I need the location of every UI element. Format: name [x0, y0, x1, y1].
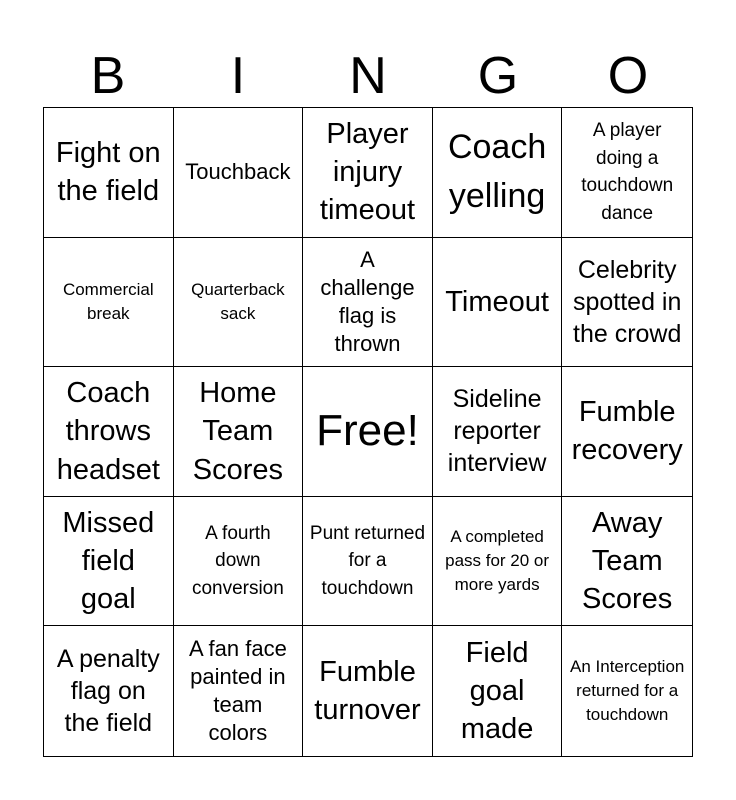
bingo-cell[interactable]: [303, 108, 433, 238]
cell-label: Commercial break: [62, 279, 154, 323]
cell-label: Coach throws headset: [56, 377, 160, 486]
bingo-cell[interactable]: [44, 626, 174, 756]
cell-label: A player doing a touchdown dance: [581, 120, 674, 224]
bingo-cell[interactable]: [303, 238, 433, 368]
cell-label: Fight on the field: [55, 137, 161, 208]
cell-label: Missed field goal: [62, 506, 155, 616]
cell-label: Player injury timeout: [319, 117, 416, 227]
bingo-cell[interactable]: [174, 108, 304, 238]
cell-label: Quarterback sack: [191, 279, 285, 323]
bingo-cell[interactable]: [562, 367, 692, 497]
header-letter-b: B: [90, 47, 126, 105]
cell-label: Timeout: [445, 285, 549, 318]
bingo-cell[interactable]: [433, 238, 563, 368]
bingo-cell[interactable]: [303, 626, 433, 756]
bingo-cell[interactable]: [174, 626, 304, 756]
cell-label: A challenge flag is thrown: [320, 246, 415, 357]
header-letter-n: N: [349, 47, 387, 105]
bingo-cell[interactable]: [174, 497, 304, 627]
cell-label: Coach yelling: [447, 128, 547, 216]
cell-label: Home Team Scores: [192, 377, 284, 486]
cell-label: A fan face painted in team colors: [188, 635, 287, 746]
cell-label: A completed pass for 20 or more yards: [445, 526, 550, 595]
cell-label: Fumble recovery: [571, 396, 683, 467]
cell-label: Celebrity spotted in the crowd: [572, 255, 682, 348]
bingo-cell[interactable]: [174, 367, 304, 497]
bingo-cell[interactable]: [44, 367, 174, 497]
bingo-cell[interactable]: [303, 367, 433, 497]
header-letter-o: O: [607, 47, 649, 105]
bingo-cell[interactable]: [44, 497, 174, 627]
bingo-cell[interactable]: [303, 497, 433, 627]
cell-label: Fumble turnover: [314, 655, 421, 727]
cell-label: Sideline reporter interview: [447, 385, 547, 478]
header-letter-i: I: [230, 47, 246, 105]
bingo-cell[interactable]: [44, 238, 174, 368]
cell-label: An Interception returned for a touchdown: [570, 657, 685, 725]
bingo-cell[interactable]: [562, 108, 692, 238]
cell-label: A fourth down conversion: [191, 522, 284, 599]
free-space-label: Free!: [316, 406, 419, 456]
cell-label: Touchback: [185, 159, 291, 185]
header-letter-g: G: [477, 47, 519, 105]
bingo-cell[interactable]: [562, 497, 692, 627]
cell-label: Away Team Scores: [582, 506, 673, 616]
bingo-cell[interactable]: [433, 108, 563, 238]
cell-label: Field goal made: [460, 636, 534, 746]
cell-label: A penalty flag on the field: [56, 645, 160, 738]
bingo-cell[interactable]: [433, 497, 563, 627]
bingo-cell[interactable]: [562, 238, 692, 368]
bingo-cell[interactable]: [433, 626, 563, 756]
bingo-header: [43, 45, 693, 107]
bingo-cell[interactable]: [174, 238, 304, 368]
bingo-cell[interactable]: [562, 626, 692, 756]
bingo-cell[interactable]: [44, 108, 174, 238]
cell-label: Punt returned for a touchdown: [309, 522, 426, 599]
bingo-board: [43, 107, 693, 757]
bingo-cell[interactable]: [433, 367, 563, 497]
